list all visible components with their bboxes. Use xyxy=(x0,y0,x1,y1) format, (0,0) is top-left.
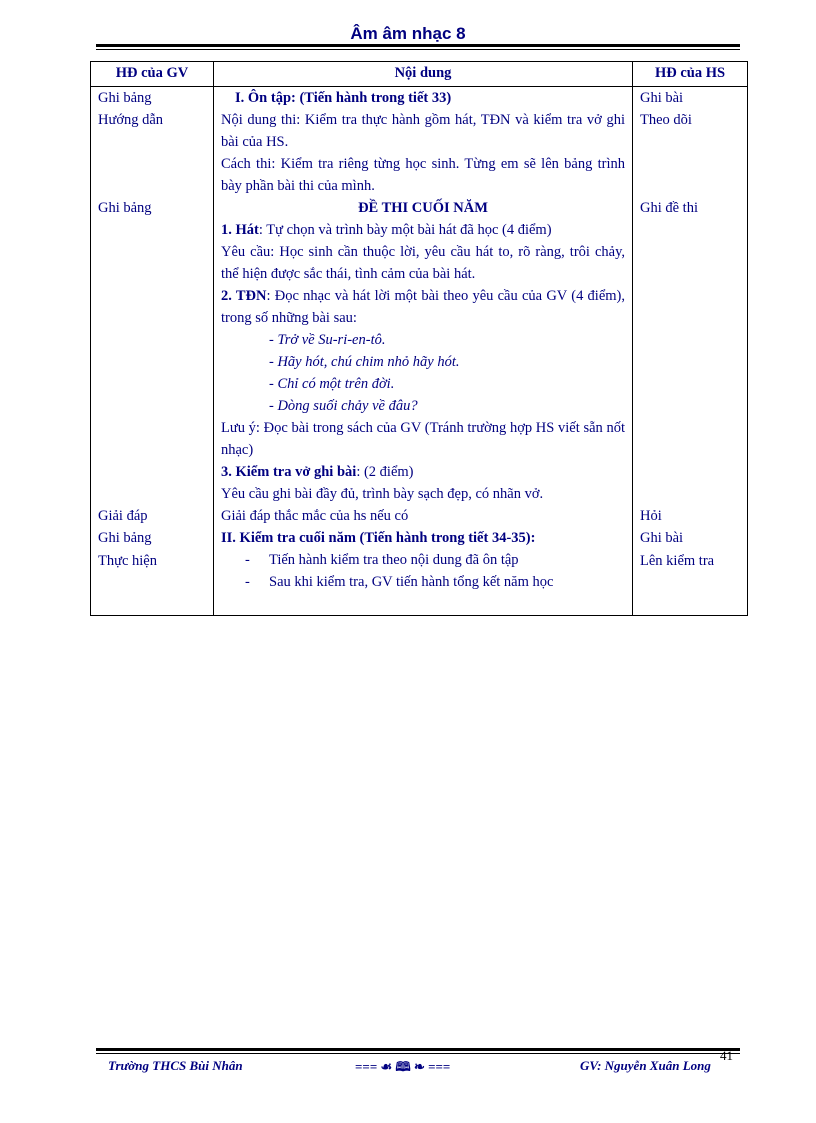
singing-item xyxy=(221,219,625,241)
notebook-text: : (2 điểm) xyxy=(356,464,414,480)
exam-title: ĐỀ THI CUỐI NĂM xyxy=(358,200,488,216)
gv-item: Ghi bảng xyxy=(98,90,152,106)
singing-requirement: Yêu cầu: Học sinh cần thuộc lời, yêu cầu hát to, rõ ràng, trôi chảy, thể hiện được sắc thái, tình cảm của bài hát. xyxy=(221,244,625,282)
header-content: Nội dung xyxy=(214,62,633,87)
singing-label: 1. Hát xyxy=(221,222,259,238)
page-title: Âm âm nhạc 8 xyxy=(350,24,466,43)
answer-questions-text: Giải đáp thắc mắc của hs nếu có xyxy=(221,508,409,524)
singing-text: : Tự chọn và trình bày một bài hát đã học (4 điểm) xyxy=(258,222,552,238)
header-rule-thin xyxy=(96,49,740,50)
notebook-label: 3. Kiểm tra vở ghi bài xyxy=(221,464,357,480)
lesson-table xyxy=(90,61,748,616)
table-body-row xyxy=(91,87,748,616)
gv-column xyxy=(91,87,214,616)
header-gv: HĐ của GV xyxy=(91,62,214,87)
header-hs: HĐ của HS xyxy=(633,62,748,87)
content-column xyxy=(214,87,633,616)
gv-item: Ghi bảng xyxy=(98,530,152,546)
bullet-item: - Tiến hành kiểm tra theo nội dung đã ôn tập xyxy=(245,552,519,568)
song-item: - Trở về Su-ri-en-tô. xyxy=(269,332,386,348)
section1-title: I. Ôn tập: (Tiến hành trong tiết 33) xyxy=(235,90,452,106)
header-rule-thick xyxy=(96,44,740,47)
notebook-requirement: Yêu cầu ghi bài đầy đủ, trình bày sạch đẹp, có nhãn vở. xyxy=(221,486,544,502)
section2-title: II. Kiểm tra cuối năm (Tiến hành trong tiết 34-35): xyxy=(221,530,536,546)
hs-item: Lên kiểm tra xyxy=(640,553,715,569)
gv-item: Hướng dẫn xyxy=(98,112,164,128)
notebook-item xyxy=(221,461,625,483)
gv-item: Ghi bảng xyxy=(98,200,152,216)
hs-item: Ghi bài xyxy=(640,90,684,106)
footer-rule-thick xyxy=(96,1048,740,1051)
sight-reading-label: 2. TĐN xyxy=(221,288,267,304)
footer-school: Trường THCS Bùi Nhân xyxy=(108,1058,243,1073)
sight-reading-item xyxy=(221,285,625,329)
gv-item: Giải đáp xyxy=(98,508,148,524)
note-text: Lưu ý: Đọc bài trong sách của GV (Tránh trường hợp HS viết sẵn nốt nhạc) xyxy=(221,420,625,458)
footer-ornament: === ☙ 🕮 ❧ === xyxy=(355,1059,451,1074)
hs-item: Theo dõi xyxy=(640,112,692,128)
sight-reading-text: : Đọc nhạc và hát lời một bài theo yêu cầu của GV (4 điểm), trong số những bài sau: xyxy=(221,288,625,326)
hs-item: Hỏi xyxy=(640,508,662,524)
song-item: - Chỉ có một trên đời. xyxy=(269,376,395,392)
page-number: 41 xyxy=(720,1048,733,1063)
gv-item: Thực hiện xyxy=(98,553,157,569)
hs-item: Ghi bài xyxy=(640,530,684,546)
footer-rule-thin xyxy=(96,1053,740,1054)
song-item: - Dòng suối chảy về đâu? xyxy=(269,398,418,414)
footer-teacher: GV: Nguyễn Xuân Long xyxy=(580,1058,711,1073)
bullet-item: - Sau khi kiểm tra, GV tiến hành tổng kết năm học xyxy=(245,574,554,590)
song-item: - Hãy hót, chú chim nhỏ hãy hót. xyxy=(269,354,460,370)
hs-column xyxy=(633,87,748,616)
table-header-row xyxy=(91,62,748,87)
hs-item: Ghi đề thi xyxy=(640,200,698,216)
exam-method-text: Cách thi: Kiểm tra riêng từng học sinh. Từng em sẽ lên bảng trình bày phần bài thi của mình. xyxy=(221,156,625,194)
exam-content-text: Nội dung thi: Kiểm tra thực hành gồm hát, TĐN và kiểm tra vở ghi bài của HS. xyxy=(221,112,625,150)
